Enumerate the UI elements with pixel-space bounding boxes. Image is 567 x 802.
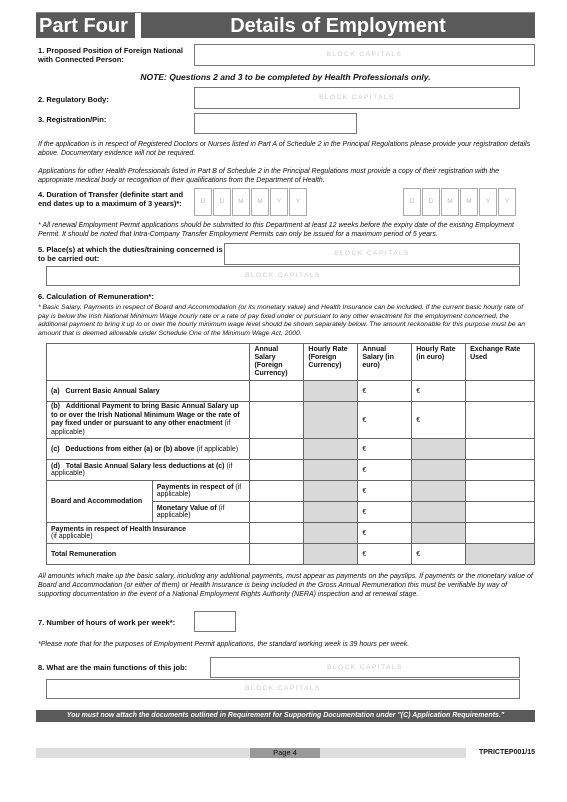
other-professionals-note: Applications for other Health Professionals listed in Part B of Schedule 2 in the Principal Regulations must provide a copy of their registration with the appropriate medical body or recognition of their qualifications from the Department of Health. [38, 168, 500, 184]
date-cell: M [232, 188, 250, 216]
place-input-1[interactable] [224, 243, 520, 265]
cell-input[interactable]: € [358, 481, 412, 502]
cell-input[interactable] [412, 502, 466, 523]
remuneration-note: * Basic Salary, Payments in respect of Board and Accommodation (or its monetary value) and Health Insurance can be included. If the current basic hourly rate of pay is below the Irish National Minimum Wage hourly rate or a rate of pay fixed under or pursuant to any other enactment for the employment concerned, the additional payment to bring it up to or over the hourly minimum wage level should be shown separately below. The amount reckonable for this purpose must be an amount that is deemed allowable under Schedule One of the Minimum Wage Act, 2000. [38, 304, 526, 337]
date-cell: Y [498, 188, 516, 216]
cell-input[interactable] [466, 502, 535, 523]
table-row [47, 544, 535, 565]
block-capitals-hint: BLOCK CAPITALS [334, 250, 410, 257]
table-row [47, 523, 535, 544]
q4-label: 4. Duration of Transfer (definite start and end dates up to a maximum of 3 years)*: [38, 190, 184, 208]
cell-input[interactable] [250, 502, 304, 523]
cell-input[interactable]: € [358, 381, 412, 402]
cell-input[interactable]: € [412, 381, 466, 402]
cell-input[interactable]: € [412, 544, 466, 565]
cell-input[interactable]: € [358, 502, 412, 523]
row-label: Board and Accommodation [47, 481, 153, 523]
col-header: Annual Salary (Foreign Currency) [250, 344, 304, 381]
date-cell: D [213, 188, 231, 216]
block-capitals-hint: BLOCK CAPITALS [319, 94, 395, 101]
payslip-note: All amounts which make up the basic salary, including any additional payments, must appear as payments on the payslips. If payments or the monetary value of Board and Accommodation (or either of them) or Health Insurance is being included in the Gross Annual Remuneration this must be verifiable by way of supporting documentation in the event of a National Employment Rights Authority (NERA) inspection and at renewal stage. [38, 573, 533, 598]
q1-label: 1. Proposed Position of Foreign National with Connected Person: [38, 46, 184, 64]
date-cell: M [460, 188, 478, 216]
cell-input[interactable] [304, 502, 358, 523]
footer-bar [36, 748, 466, 758]
place-input-2[interactable] [46, 266, 520, 286]
row-label: Monetary Value of (if applicable) [152, 502, 250, 523]
col-header: Hourly Rate (Foreign Currency) [304, 344, 358, 381]
cell-input[interactable] [250, 523, 304, 544]
block-capitals-hint: BLOCK CAPITALS [326, 51, 403, 58]
q2-label: 2. Regulatory Body: [38, 95, 109, 104]
cell-input[interactable] [412, 460, 466, 481]
renewal-note: * All renewal Employment Permit applications should be submitted to this Department at least 12 weeks before the expiry date of the existing Employment Permit. It should be noted that Intra-Company Transfer Employment Permits can only be issued for a maximum period of 5 years. [38, 222, 514, 238]
cell-input[interactable]: € [358, 523, 412, 544]
cell-input[interactable]: € [358, 460, 412, 481]
block-capitals-hint: BLOCK CAPITALS [245, 685, 321, 692]
page-number: Page 4 [250, 748, 320, 758]
cell-input[interactable]: € [358, 439, 412, 460]
cell-input[interactable] [304, 439, 358, 460]
row-label: Payments in respect of Health Insurance (if applicable) [47, 523, 250, 544]
table-row [47, 381, 535, 402]
position-input[interactable] [194, 44, 535, 66]
cell-input[interactable] [250, 439, 304, 460]
cell-input[interactable] [250, 381, 304, 402]
functions-input-2[interactable] [46, 679, 520, 699]
date-cell: Y [270, 188, 288, 216]
cell-input[interactable] [304, 381, 358, 402]
q5-label: 5. Place(s) at which the duties/training concerned is to be carried out: [38, 245, 223, 263]
section-title: Details of Employment [230, 15, 446, 37]
row-label: (a) Current Basic Annual Salary [47, 381, 250, 402]
q8-label: 8. What are the main functions of this job: [38, 663, 188, 672]
table-row [47, 439, 535, 460]
regulatory-body-input[interactable] [194, 87, 520, 109]
row-label: (d) Total Basic Annual Salary less deductions at (c) (if applicable) [47, 460, 250, 481]
col-header: Annual Salary (in euro) [358, 344, 412, 381]
cell-input[interactable] [304, 544, 358, 565]
table-row [47, 481, 535, 502]
q3-label: 3. Registration/Pin: [38, 115, 107, 124]
date-cell: D [403, 188, 421, 216]
working-week-note: *Please note that for the purposes of Employment Permit applications, the standard working week is 39 hours per week. [38, 641, 410, 648]
date-cell: D [422, 188, 440, 216]
cell-input[interactable] [466, 381, 535, 402]
functions-input-1[interactable] [210, 657, 520, 678]
remuneration-table [46, 343, 535, 565]
row-label: Payments in respect of (if applicable) [152, 481, 250, 502]
cell-input[interactable]: € [358, 544, 412, 565]
block-capitals-hint: BLOCK CAPITALS [245, 272, 321, 279]
row-label: Total Remuneration [47, 544, 250, 565]
registration-note: If the application is in respect of Registered Doctors or Nurses listed in Part A of Schedule 2 in the Principal Regulations please provide your registration details above. Documentary evidence will not be required. [38, 141, 531, 157]
cell-input[interactable] [304, 402, 358, 439]
cell-input[interactable] [466, 460, 535, 481]
row-label: (b) Additional Payment to bring Basic Annual Salary up to or over the Irish National Minimum Wage or the rate of pay fixed under or pursuant to any other enactment (if applicable) [47, 402, 250, 439]
cell-input[interactable]: € [358, 402, 412, 439]
health-note: NOTE: Questions 2 and 3 to be completed by Health Professionals only. [140, 72, 431, 82]
date-cell: M [441, 188, 459, 216]
cell-input[interactable] [412, 481, 466, 502]
cell-input[interactable] [466, 523, 535, 544]
end-date-input[interactable] [403, 188, 519, 216]
q6-label: 6. Calculation of Remuneration*: [38, 292, 154, 301]
cell-input[interactable]: € [412, 402, 466, 439]
date-cell: D [194, 188, 212, 216]
part-label: Part Four [39, 15, 128, 37]
date-cell: Y [479, 188, 497, 216]
registration-pin-input[interactable] [194, 113, 357, 134]
cell-input[interactable] [412, 523, 466, 544]
section-header [36, 12, 535, 38]
date-cell: M [251, 188, 269, 216]
hours-input[interactable] [194, 611, 236, 632]
cell-input[interactable] [466, 544, 535, 565]
cell-input[interactable] [466, 402, 535, 439]
row-label: (c) Deductions from either (a) or (b) above (if applicable) [47, 439, 250, 460]
form-code: TPRICTEP001/15 [478, 749, 535, 756]
table-row [47, 402, 535, 439]
cell-input[interactable] [412, 439, 466, 460]
cell-input[interactable] [304, 523, 358, 544]
attach-documents-banner: You must now attach the documents outlined in Requirement for Supporting Documentation under "(C) Application Requirements." [36, 710, 535, 722]
cell-input[interactable] [466, 439, 535, 460]
cell-input[interactable] [250, 402, 304, 439]
q7-label: 7. Number of hours of work per week*: [38, 618, 176, 627]
start-date-input[interactable] [194, 188, 310, 216]
col-header: Exchange Rate Used [466, 344, 535, 381]
table-row [47, 460, 535, 481]
cell-input[interactable] [304, 481, 358, 502]
col-header: Hourly Rate (in euro) [412, 344, 466, 381]
cell-input[interactable] [304, 460, 358, 481]
block-capitals-hint: BLOCK CAPITALS [327, 664, 403, 671]
cell-input[interactable] [250, 481, 304, 502]
date-cell: Y [289, 188, 307, 216]
header-blank [47, 344, 250, 381]
cell-input[interactable] [250, 544, 304, 565]
cell-input[interactable] [250, 460, 304, 481]
cell-input[interactable] [466, 481, 535, 502]
